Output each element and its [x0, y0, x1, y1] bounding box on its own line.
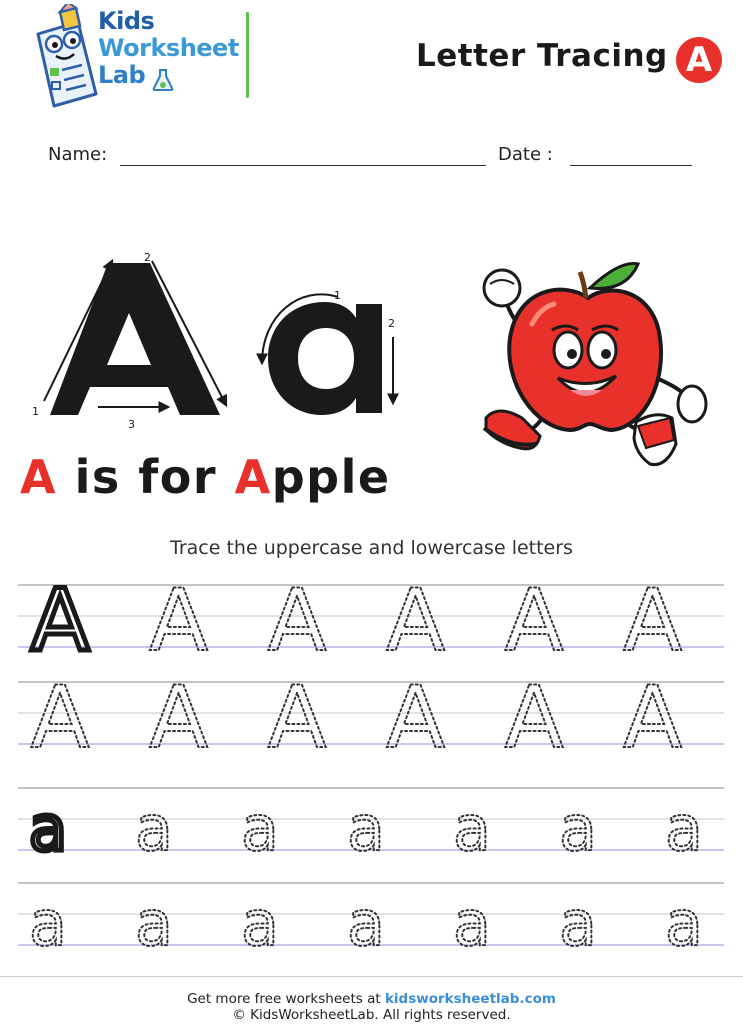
stroke-number: 1 [32, 405, 39, 418]
footer-divider [0, 976, 743, 977]
apple-character-icon [470, 258, 710, 480]
trace-letter[interactable]: a [347, 792, 385, 865]
trace-letter[interactable]: a [29, 887, 67, 960]
letter-headline [20, 450, 391, 504]
trace-letter[interactable]: a [559, 887, 597, 960]
trace-letter[interactable]: A [504, 571, 564, 671]
trace-letter[interactable]: a [453, 792, 491, 865]
trace-letter[interactable]: a [241, 792, 279, 865]
example-letter: a [29, 792, 67, 865]
page-title: Letter Tracing [416, 38, 668, 74]
trace-letter[interactable]: a [347, 887, 385, 960]
trace-letter[interactable]: a [665, 792, 703, 865]
uppercase-a-shape [50, 263, 220, 415]
stroke-number: 3 [128, 418, 135, 431]
trace-letter[interactable]: A [30, 668, 90, 768]
lowercase-a-shape [268, 302, 382, 415]
footer-copyright: © KidsWorksheetLab. All rights reserved. [232, 1007, 511, 1023]
logo-divider [246, 12, 249, 98]
example-letter: A [30, 571, 90, 671]
headline-text: pple [271, 450, 391, 504]
letter-stroke-guide [0, 245, 420, 435]
headline-letter: A [20, 450, 58, 504]
stroke-number: 2 [388, 317, 395, 330]
trace-letter[interactable]: A [386, 668, 445, 768]
stroke-number: 1 [334, 289, 341, 302]
tracing-practice-area [0, 570, 743, 960]
headline-letter: A [234, 450, 272, 504]
trace-letter[interactable]: a [665, 887, 703, 960]
title-letter-badge: A [676, 37, 722, 83]
stroke-number: 2 [144, 251, 151, 264]
trace-letter[interactable]: a [453, 887, 491, 960]
headline-text: is for [57, 450, 235, 504]
trace-letter[interactable]: A [623, 571, 682, 671]
name-field[interactable] [120, 165, 486, 166]
trace-letter[interactable]: A [149, 668, 208, 768]
trace-letter[interactable]: a [135, 887, 173, 960]
date-field[interactable] [570, 165, 692, 166]
date-label: Date : [498, 144, 553, 165]
trace-letter[interactable]: A [267, 571, 327, 671]
trace-letter[interactable]: a [241, 887, 279, 960]
flask-icon [152, 68, 174, 92]
trace-letter[interactable]: A [149, 571, 208, 671]
footer-website-link[interactable]: kidsworksheetlab.com [384, 991, 556, 1007]
instruction-text: Trace the uppercase and lowercase letters [170, 537, 573, 559]
footer-promo [0, 991, 743, 1007]
trace-letter[interactable]: A [504, 668, 564, 768]
brand-line-lab: Lab [98, 61, 146, 89]
logo-mascot-icon [30, 4, 102, 108]
brand-line-kids: Kids [98, 7, 155, 35]
trace-letter[interactable]: A [623, 668, 682, 768]
footer-promo-text: Get more free worksheets at [187, 991, 385, 1007]
trace-letter[interactable]: a [135, 792, 173, 865]
brand-line-worksheet: Worksheet [98, 34, 239, 62]
name-label: Name: [48, 144, 108, 165]
trace-letter[interactable]: A [386, 571, 445, 671]
trace-letter[interactable]: a [559, 792, 597, 865]
trace-letter[interactable]: A [267, 668, 327, 768]
